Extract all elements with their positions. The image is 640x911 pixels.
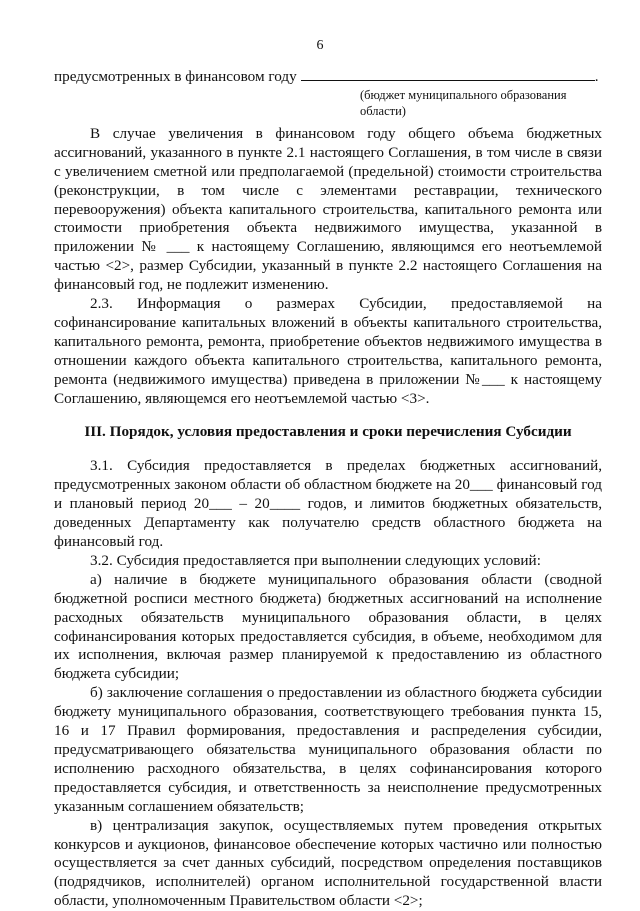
budget-line-text: предусмотренных в финансовом году xyxy=(54,68,297,85)
budget-blank xyxy=(301,67,595,81)
section-heading-3: III. Порядок, условия предоставления и сроки перечисления Субсидии xyxy=(84,422,572,440)
page-number: 6 xyxy=(316,38,324,53)
condition-b: б) заключение соглашения о предоставлении из областного бюджета субсидии бюджету муниципального образования, соответствующего требования пункта 15, 16 и 17 Правил формирования, предоставления и распределения субсидии, предусматривающего обязательства муниципального образования области по исполнению расходного обязательства, в целях софинансирования которого предоставляется субсидия, и ответственность за неисполнение предусмотренных указанным соглашением обязательств; xyxy=(54,684,602,815)
condition-v: в) централизация закупок, осуществляемых путем проведения открытых конкурсов и аукционов, финансовое обеспечение которых частично или полностью осуществляется за счет данных субсидий, посредством определения поставщиков (подрядчиков, исполнителей) органом исполнительной государственной власти области, уполномоченным Правительством области <2>; xyxy=(54,816,602,910)
condition-a: а) наличие в бюджете муниципального образования области (сводной бюджетной росписи местного бюджета) бюджетных ассигнований на исполнение расходных обязательств муниципального образования области, в целях софинансирования которых предоставляется субсидия, в объеме, необходимом для их исполнения, включая размер планируемой к предоставлению из областного бюджета субсидии; xyxy=(54,570,602,683)
paragraph-3-1: 3.1. Субсидия предоставляется в пределах бюджетных ассигнований, предусмотренных законом области об областном бюджете на 20___ финансовый год и плановый период 20___ – 20____ годов, и лимитов бюджетных обязательств, доведенных Департаменту как получателю средств областного бюджета на финансовый год. xyxy=(54,457,602,551)
budget-caption: (бюджет муниципального образования области) xyxy=(360,87,567,118)
paragraph-3-2: 3.2. Субсидия предоставляется при выполнении следующих условий: xyxy=(90,551,541,569)
document-body xyxy=(54,67,602,911)
budget-line-period: . xyxy=(594,68,599,85)
paragraph-increase: В случае увеличения в финансовом году общего объема бюджетных ассигнований, указанного в пункте 2.1 настоящего Соглашения, в том числе в связи с увеличением сметной или предполагаемой (предельной) стоимости строительства (реконструкции, в том числе с элементами реставрации, технического перевооружения) объекта капитального строительства, капитального ремонта или стоимости приобретения объекта недвижимого имущества, указанной в приложении № ___ к настоящему Соглашению, являющимся его неотъемлемой частью <2>, размер Субсидии, указанный в пункте 2.2 настоящего Соглашения на финансовый год, не подлежит изменению. xyxy=(54,124,602,294)
budget-line xyxy=(54,67,602,87)
paragraph-2-3: 2.3. Информация о размерах Субсидии, предоставляемой на софинансирование капитальных вложений в объекты капитального строительства, капитального ремонта, ремонта, приобретение объектов недвижимого имущества в отношении каждого объекта капитального строительства, капитального ремонта, ремонта (недвижимого имущества) приведена в приложении №___ к настоящему Соглашению, являющемся его неотъемлемой частью <3>. xyxy=(54,295,602,407)
